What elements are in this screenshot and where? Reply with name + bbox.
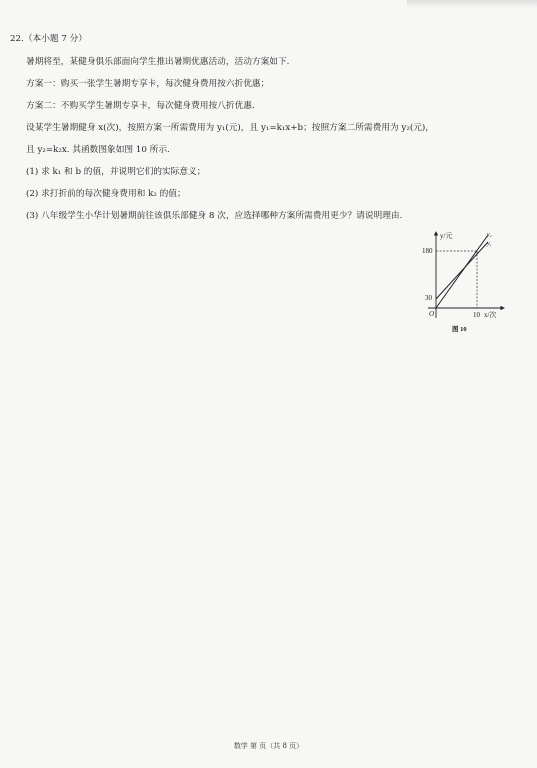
- function-graph: [418, 228, 508, 338]
- question-line: 且 y₂=k₂x. 其函数图象如图 10 所示.: [26, 145, 170, 155]
- line-y1: [436, 242, 488, 299]
- origin-label: O: [429, 310, 435, 318]
- question-line: 暑期将至，某健身俱乐部面向学生推出暑期优惠活动，活动方案如下.: [26, 57, 290, 67]
- question-part-3: (3) 八年级学生小华计划暑期前往该俱乐部健身 8 次，应选择哪种方案所需费用更少？请说明理由.: [26, 211, 403, 221]
- figure-caption: 图 10: [452, 326, 467, 333]
- line-label-y1: y₁: [487, 241, 492, 247]
- tick-label-180: 180: [422, 247, 433, 255]
- line-y2: [436, 235, 488, 308]
- tick-label-10: 10: [473, 311, 480, 319]
- question-line: 方案一：购买一张学生暑期专享卡，每次健身费用按六折优惠；: [26, 79, 270, 89]
- page-footer: 数学 第 页（共 8 页）: [233, 742, 304, 750]
- question-part-2: (2) 求打折前的每次健身费用和 k₂ 的值；: [26, 189, 186, 199]
- question-line: 设某学生暑期健身 x(次)，按照方案一所需费用为 y₁(元)，且 y₁=k₁x+b；按照方案二所需费用为 y₂(元)，: [26, 123, 434, 133]
- tick-label-30: 30: [425, 294, 432, 302]
- question-header: 22.（本小题 7 分）: [10, 34, 87, 44]
- y-axis-label: y/元: [440, 232, 453, 240]
- x-axis-label: x/次: [484, 311, 497, 319]
- question-line: 方案二：不购买学生暑期专享卡，每次健身费用按八折优惠.: [26, 101, 255, 111]
- page-corner-shadow: [407, 0, 537, 8]
- question-part-1: (1) 求 k₁ 和 b 的值，并说明它们的实际意义；: [26, 167, 206, 177]
- line-label-y2: y₂: [487, 232, 492, 238]
